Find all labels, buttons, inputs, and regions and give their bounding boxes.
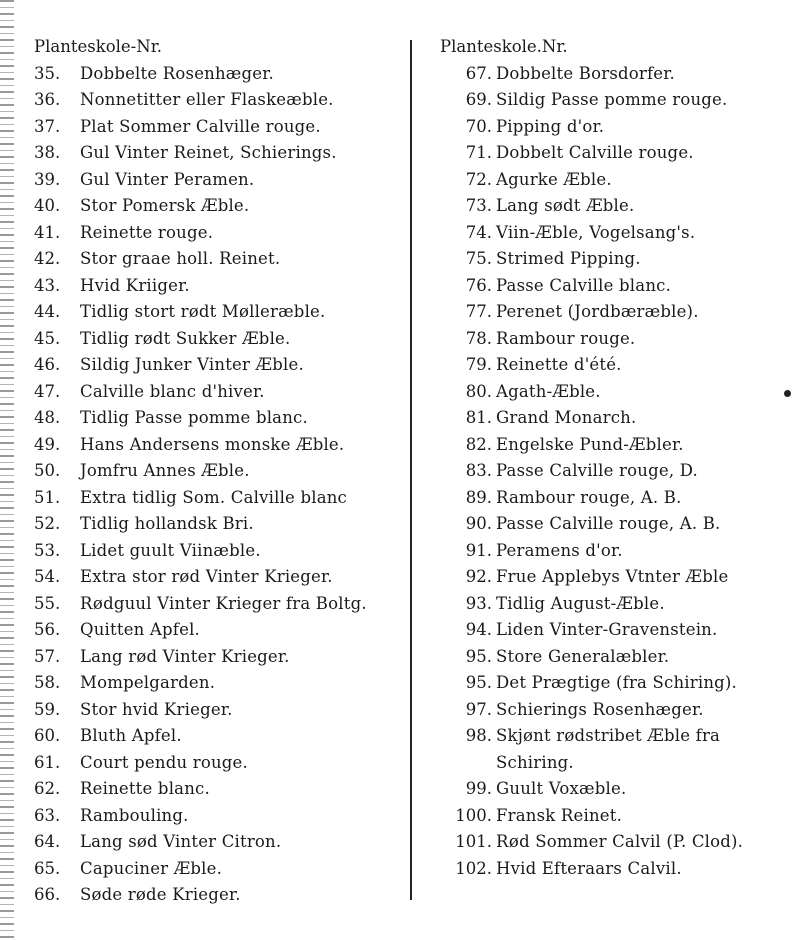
- entry-name: Stor hvid Krieger.: [80, 699, 233, 719]
- list-item: [34, 856, 404, 883]
- entry-name: Reinette d'été.: [496, 355, 622, 374]
- list-item: [440, 87, 790, 114]
- list-item: [440, 273, 790, 300]
- entry-name: Gul Vinter Peramen.: [80, 169, 255, 189]
- entry-name: Søde røde Krieger.: [80, 885, 241, 904]
- list-item: [440, 167, 790, 194]
- list-item: [34, 61, 404, 88]
- list-item: [34, 617, 404, 644]
- right-column: [440, 34, 790, 882]
- entry-name: Mompelgarden.: [80, 673, 216, 692]
- entry-number: 62.: [34, 779, 61, 798]
- entry-name: Passe Calville rouge, D.: [496, 461, 698, 480]
- list-item: [34, 538, 404, 565]
- entry-name: Rødguul Vinter Krieger fra Boltg.: [80, 593, 367, 613]
- list-item: [440, 405, 790, 432]
- entry-name: Strimed Pipping.: [496, 249, 641, 268]
- list-item: [440, 352, 790, 379]
- entry-name: Hvid Kriiger.: [80, 275, 190, 295]
- list-item: [34, 87, 404, 114]
- entry-number: 67.: [465, 63, 492, 83]
- entry-number: 45.: [34, 328, 61, 348]
- list-item: [440, 220, 790, 247]
- entry-name: Tidlig stort rødt Mølleræble.: [80, 302, 326, 321]
- entry-number: 39.: [34, 169, 61, 189]
- entry-name: Viin-Æble, Vogelsang's.: [496, 222, 696, 242]
- list-item: [34, 723, 404, 750]
- list-item: [34, 405, 404, 432]
- list-item: [34, 140, 404, 167]
- entry-name: Schierings Rosenhæger.: [496, 699, 704, 719]
- entry-number: 78.: [465, 328, 492, 348]
- entry-number: 53.: [34, 540, 61, 560]
- entry-number: 95.: [465, 646, 492, 666]
- list-item: [440, 458, 790, 485]
- entry-number: 61.: [34, 752, 61, 772]
- entry-number: 59.: [34, 699, 61, 719]
- list-item: [440, 140, 790, 167]
- entry-name: Quitten Apfel.: [80, 620, 200, 639]
- list-item: [440, 326, 790, 353]
- entry-number: 38.: [34, 143, 61, 162]
- entry-number: 44.: [34, 302, 61, 321]
- entry-name: Dobbelte Rosenhæger.: [80, 63, 274, 83]
- entry-name: Lang sødt Æble.: [496, 196, 635, 215]
- list-item: [440, 511, 790, 538]
- entry-number: 43.: [34, 275, 61, 295]
- entry-number: 90.: [465, 514, 492, 533]
- entry-name: Nonnetitter eller Flaskeæble.: [80, 90, 334, 109]
- list-item: [34, 591, 404, 618]
- entry-name: Reinette rouge.: [80, 222, 214, 242]
- list-item: [440, 538, 790, 565]
- entry-name: Calville blanc d'hiver.: [80, 381, 265, 401]
- entry-number: 36.: [34, 90, 61, 109]
- entry-name: Guult Voxæble.: [496, 779, 627, 798]
- list-item: [34, 829, 404, 856]
- list-item: [440, 193, 790, 220]
- entry-number: 57.: [34, 646, 61, 666]
- list-item: [34, 803, 404, 830]
- entry-number: 66.: [34, 885, 61, 904]
- list-item: [34, 564, 404, 591]
- list-item: [34, 193, 404, 220]
- entry-name: Bluth Apfel.: [80, 726, 182, 745]
- entry-number: 70.: [465, 116, 492, 136]
- list-item: [440, 723, 790, 776]
- list-item: [34, 379, 404, 406]
- entry-name: Stor graae holl. Reinet.: [80, 249, 281, 268]
- entry-number: 100.: [455, 805, 492, 825]
- list-item: [34, 644, 404, 671]
- list-item: [440, 564, 790, 591]
- entry-number: 73.: [465, 196, 492, 215]
- entry-name: Rød Sommer Calvil (P. Clod).: [496, 832, 744, 851]
- entry-number: 55.: [34, 593, 61, 613]
- list-item: [34, 511, 404, 538]
- entry-number: 92.: [465, 567, 492, 586]
- entry-name: Extra tidlig Som. Calville blanc: [80, 487, 347, 507]
- entry-name: Tidlig hollandsk Bri.: [80, 514, 254, 533]
- entry-number: 58.: [34, 673, 61, 692]
- entry-name: Extra stor rød Vinter Krieger.: [80, 567, 333, 586]
- list-item: [34, 352, 404, 379]
- entry-number: 81.: [465, 408, 492, 427]
- right-column-heading: Planteskole.Nr.: [440, 37, 568, 56]
- left-column-heading: Planteskole-Nr.: [34, 37, 163, 56]
- list-item: [440, 697, 790, 724]
- entry-number: 49.: [34, 434, 61, 454]
- list-item: [34, 220, 404, 247]
- entry-name: Plat Sommer Calville rouge.: [80, 116, 321, 136]
- list-item: [440, 61, 790, 88]
- entry-number: 79.: [465, 355, 492, 374]
- entry-name: Capuciner Æble.: [80, 858, 223, 878]
- entry-name: Dobbelt Calville rouge.: [496, 143, 694, 162]
- list-item: [440, 114, 790, 141]
- entry-name: Engelske Pund-Æbler.: [496, 434, 684, 454]
- entry-number: 97.: [465, 699, 492, 719]
- list-item: [440, 803, 790, 830]
- entry-name: Rambour rouge, A. B.: [496, 487, 682, 507]
- list-item: [440, 617, 790, 644]
- entry-number: 91.: [465, 540, 492, 560]
- entry-number: 60.: [34, 726, 61, 745]
- entry-number: 56.: [34, 620, 61, 639]
- entry-name: Rambour rouge.: [496, 328, 636, 348]
- entry-name: Tidlig August-Æble.: [496, 593, 665, 613]
- entry-name: Court pendu rouge.: [80, 752, 248, 772]
- list-item: [440, 644, 790, 671]
- list-item: [34, 882, 404, 909]
- list-item: [34, 750, 404, 777]
- list-item: [34, 697, 404, 724]
- entry-name: Sildig Passe pomme rouge.: [496, 90, 728, 109]
- list-item: [34, 432, 404, 459]
- entry-number: 89.: [465, 487, 492, 507]
- entry-number: 40.: [34, 196, 61, 215]
- entry-number: 64.: [34, 832, 61, 851]
- entry-number: 51.: [34, 487, 61, 507]
- entry-number: 65.: [34, 858, 61, 878]
- entry-name: Skjønt rødstribet Æble fra Schiring.: [496, 726, 721, 772]
- entry-name: Frue Applebys Vtnter Æble: [496, 567, 729, 586]
- entry-name: Grand Monarch.: [496, 408, 637, 427]
- list-item: [34, 273, 404, 300]
- entry-name: Passe Calville blanc.: [496, 275, 672, 295]
- entry-name: Store Generalæbler.: [496, 646, 670, 666]
- list-item: [34, 458, 404, 485]
- entry-number: 35.: [34, 63, 61, 83]
- entry-number: 69.: [465, 90, 492, 109]
- entry-number: 76.: [465, 275, 492, 295]
- entry-number: 94.: [465, 620, 492, 639]
- entry-number: 93.: [465, 593, 492, 613]
- list-item: [34, 114, 404, 141]
- entry-number: 98.: [465, 726, 492, 745]
- list-item: [440, 856, 790, 883]
- entry-number: 95.: [465, 673, 492, 692]
- entry-name: Perenet (Jordbæræble).: [496, 302, 699, 321]
- list-item: [34, 485, 404, 512]
- entry-number: 80.: [465, 381, 492, 401]
- entry-number: 63.: [34, 805, 61, 825]
- entry-number: 74.: [465, 222, 492, 242]
- entry-name: Det Prægtige (fra Schiring).: [496, 673, 738, 692]
- entry-number: 48.: [34, 408, 61, 427]
- entry-number: 82.: [465, 434, 492, 454]
- list-item: [440, 299, 790, 326]
- entry-name: Lang rød Vinter Krieger.: [80, 646, 290, 666]
- list-item: [34, 670, 404, 697]
- entry-name: Tidlig Passe pomme blanc.: [80, 408, 308, 427]
- entry-number: 42.: [34, 249, 61, 268]
- list-item: [440, 670, 790, 697]
- entry-name: Reinette blanc.: [80, 779, 210, 798]
- left-entry-list: [34, 61, 404, 909]
- entry-name: Jomfru Annes Æble.: [80, 461, 250, 480]
- entry-number: 50.: [34, 461, 61, 480]
- entry-number: 77.: [465, 302, 492, 321]
- scanned-page-edge: [0, 0, 14, 941]
- entry-name: Hvid Efteraars Calvil.: [496, 858, 682, 878]
- entry-name: Sildig Junker Vinter Æble.: [80, 355, 304, 374]
- list-item: [34, 326, 404, 353]
- entry-number: 47.: [34, 381, 61, 401]
- list-item: [34, 246, 404, 273]
- entry-name: Fransk Reinet.: [496, 805, 623, 825]
- entry-number: 41.: [34, 222, 61, 242]
- list-item: [440, 591, 790, 618]
- entry-name: Pipping d'or.: [496, 116, 605, 136]
- entry-name: Agurke Æble.: [496, 169, 612, 189]
- entry-name: Passe Calville rouge, A. B.: [496, 514, 721, 533]
- entry-name: Peramens d'or.: [496, 540, 623, 560]
- entry-number: 101.: [455, 832, 492, 851]
- list-item: [440, 829, 790, 856]
- entry-name: Hans Andersens monske Æble.: [80, 434, 345, 454]
- list-item: [440, 246, 790, 273]
- right-entry-list: [440, 61, 790, 883]
- entry-name: Gul Vinter Reinet, Schierings.: [80, 143, 337, 162]
- list-item: [440, 432, 790, 459]
- entry-number: 72.: [465, 169, 492, 189]
- list-item: [440, 379, 790, 406]
- left-column: [34, 34, 404, 909]
- entry-name: Agath-Æble.: [496, 381, 601, 401]
- entry-number: 52.: [34, 514, 61, 533]
- entry-number: 46.: [34, 355, 61, 374]
- list-item: [34, 776, 404, 803]
- entry-number: 102.: [455, 858, 492, 878]
- entry-number: 83.: [465, 461, 492, 480]
- entry-number: 75.: [465, 249, 492, 268]
- entry-number: 99.: [465, 779, 492, 798]
- entry-name: Dobbelte Borsdorfer.: [496, 63, 675, 83]
- list-item: [440, 776, 790, 803]
- entry-number: 37.: [34, 116, 61, 136]
- list-item: [34, 299, 404, 326]
- entry-name: Liden Vinter-Gravenstein.: [496, 620, 718, 639]
- entry-number: 71.: [465, 143, 492, 162]
- entry-name: Stor Pomersk Æble.: [80, 196, 250, 215]
- entry-name: Rambouling.: [80, 805, 189, 825]
- entry-number: 54.: [34, 567, 61, 586]
- column-divider: [410, 40, 412, 900]
- entry-name: Tidlig rødt Sukker Æble.: [80, 328, 291, 348]
- entry-name: Lidet guult Viinæble.: [80, 540, 261, 560]
- list-item: [440, 485, 790, 512]
- entry-name: Lang sød Vinter Citron.: [80, 832, 282, 851]
- list-item: [34, 167, 404, 194]
